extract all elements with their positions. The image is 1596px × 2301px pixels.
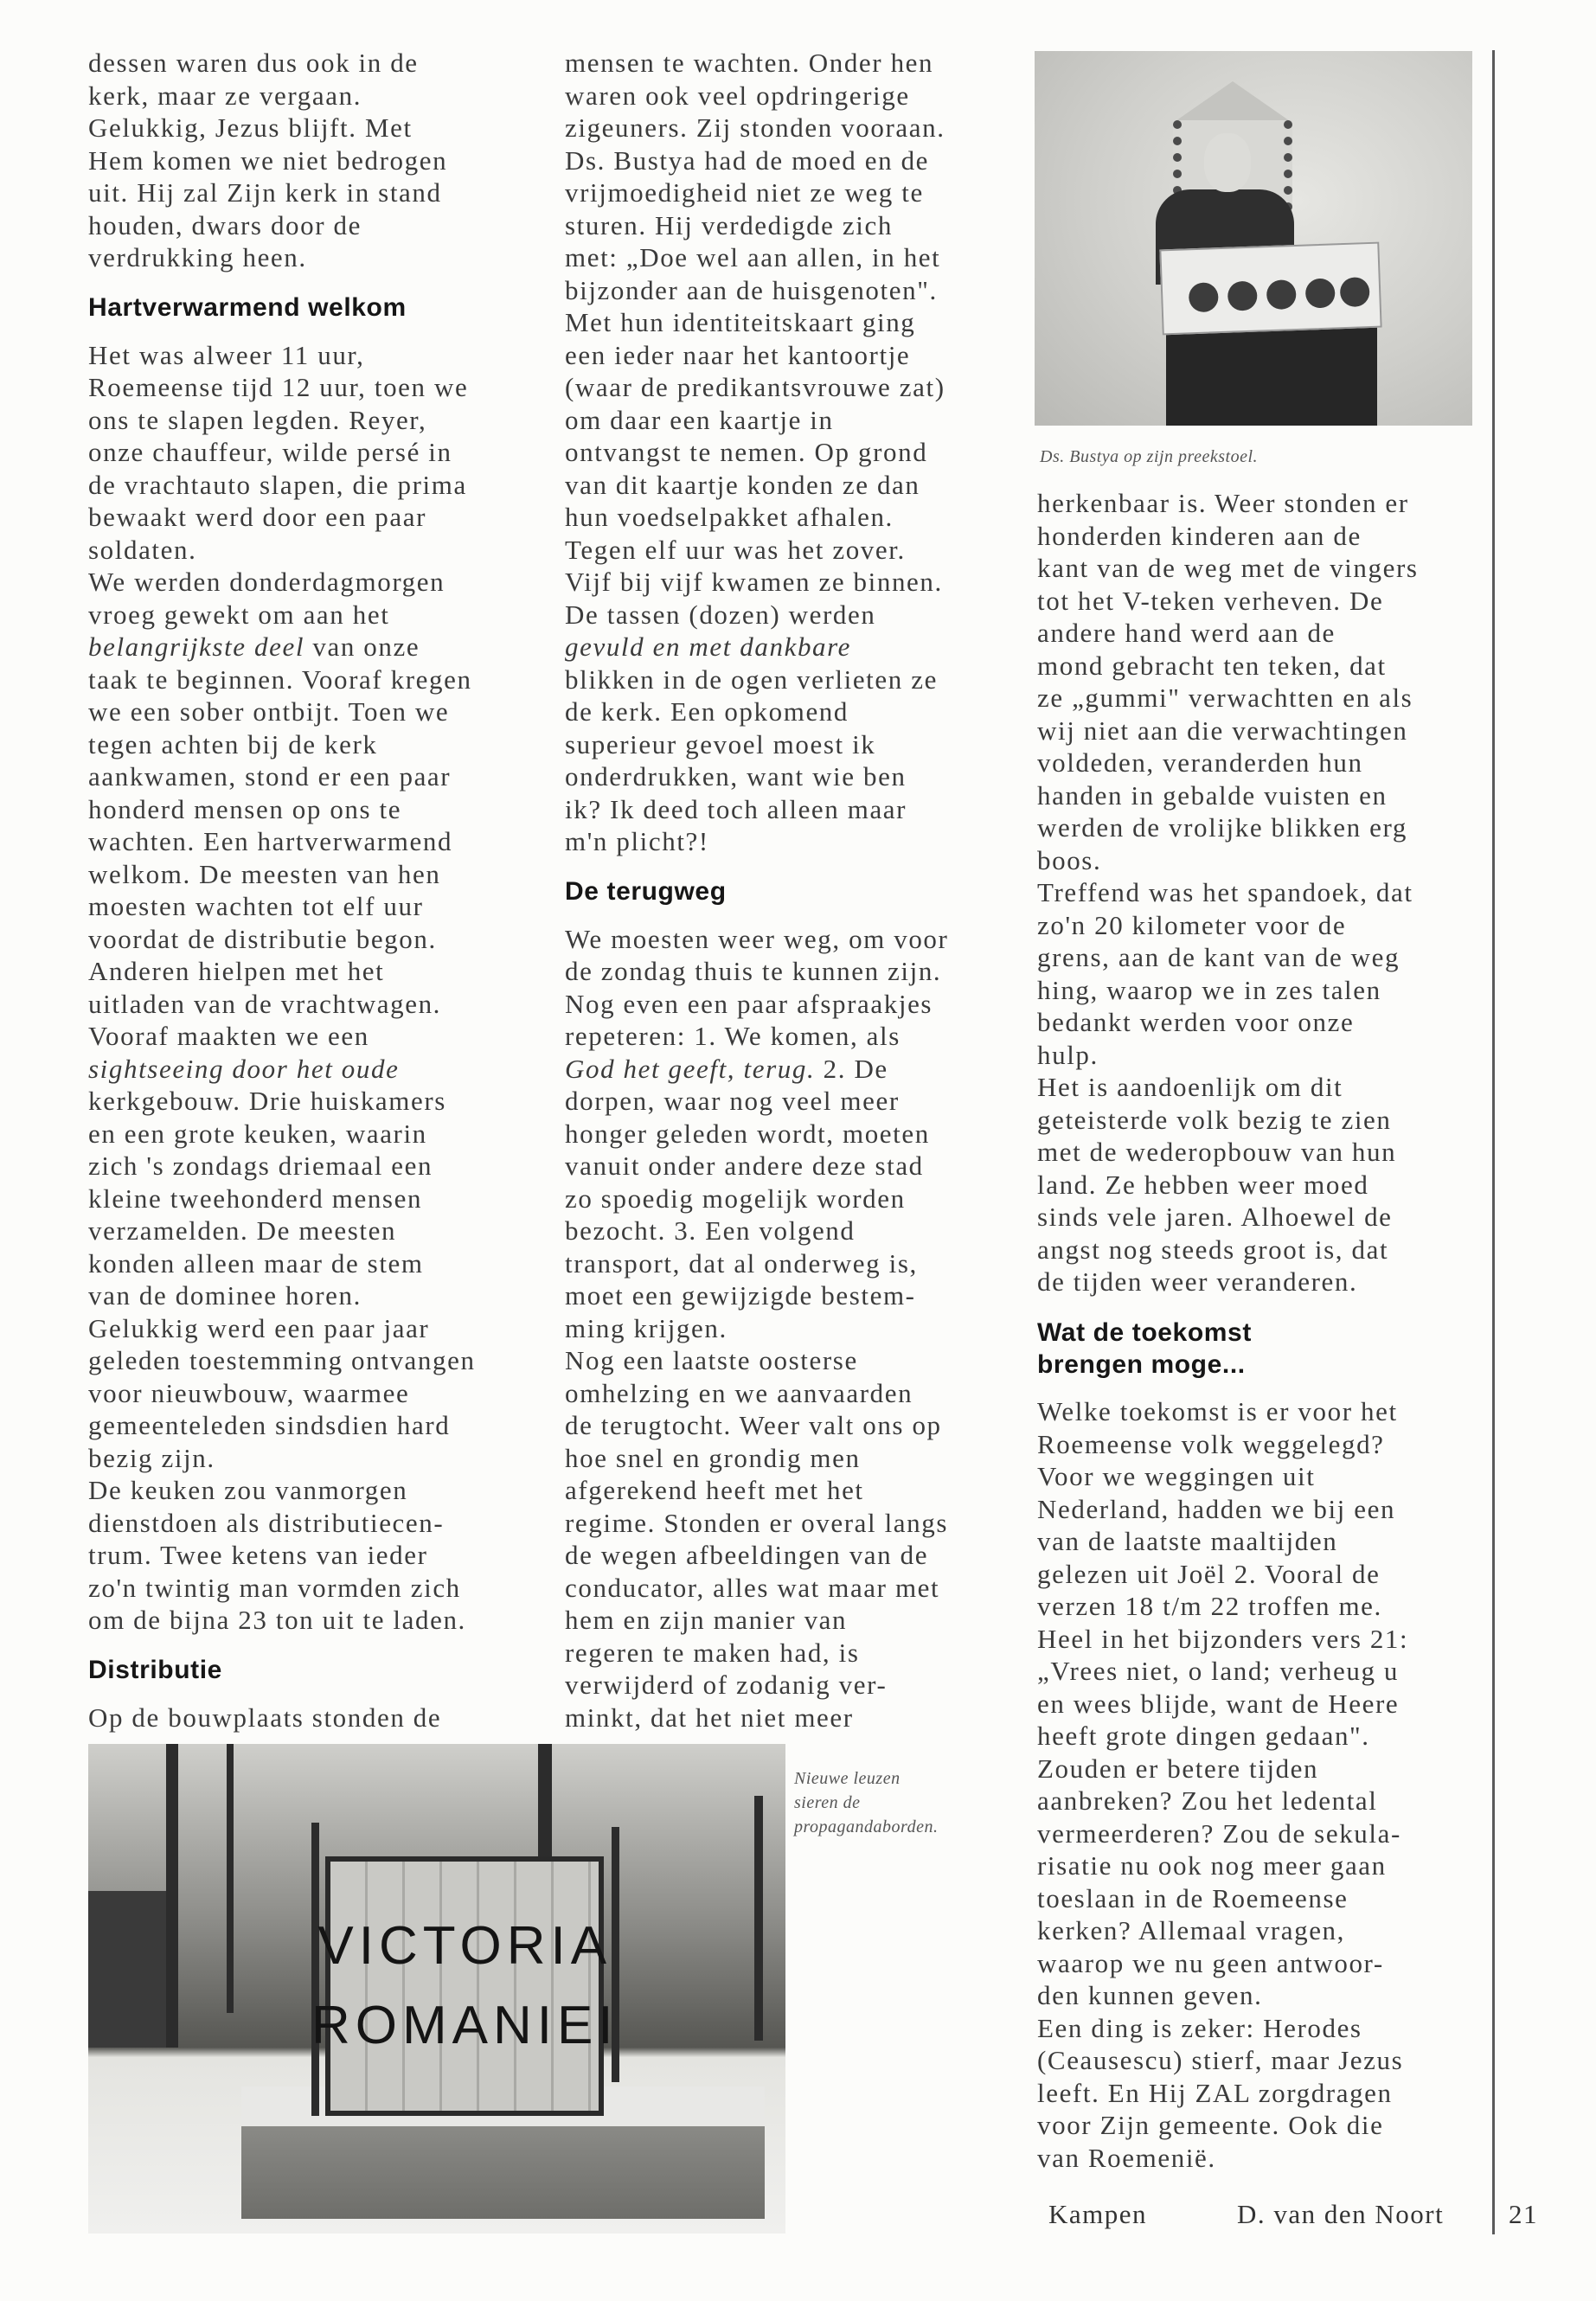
text-segment: van onze [304, 631, 420, 662]
text-line: ik? Ik deed toch alleen maar [565, 793, 907, 824]
text-line [88, 631, 476, 663]
text-line: kerken? Allemaal vragen, [1037, 1915, 1345, 1945]
text-line: de tijden weer veranderen. [1037, 1266, 1358, 1297]
text-line: zo spoedig mogelijk worden [565, 1183, 906, 1214]
italic-text: belangrijkste deel [88, 631, 305, 662]
sign-board [311, 1856, 619, 2116]
text-line: bedankt werden voor onze [1037, 1007, 1355, 1037]
text-line: De tassen (dozen) werden [565, 599, 876, 630]
text-line: bezig zijn. [88, 1442, 215, 1473]
text-line: de kerk. Een opkomend [565, 696, 849, 727]
text-line: Ds. Bustya had de moed en de [565, 144, 930, 176]
text-line: de terugtocht. Weer valt ons op [565, 1410, 942, 1440]
text-line: wachten. Een hartverwarmend [88, 826, 453, 856]
text-line: regime. Stonden er overal langs [565, 1507, 949, 1538]
text-line: toeslaan in de Roemeense [1037, 1882, 1349, 1913]
text-line: kant van de weg met de vingers [1037, 553, 1419, 583]
text-line: van dit kaartje konden ze dan [565, 469, 920, 500]
text-line: mensen te wachten. Onder hen [565, 48, 934, 78]
text-line: kleine tweehonderd mensen [88, 1183, 423, 1214]
text-line: hoe snel en grondig men [565, 1442, 861, 1473]
text-line: vroeg gewekt om aan het [88, 599, 390, 630]
text-line: Vooraf maakten we een [88, 1021, 369, 1051]
text-line: zigeuners. Zij stonden vooraan. [565, 112, 945, 143]
text-line: leeft. En Hij ZAL zorgdragen [1037, 2077, 1393, 2108]
text-line: herkenbaar is. Weer stonden er [1037, 488, 1409, 518]
text-line: dorpen, waar nog veel meer [565, 1086, 900, 1116]
caption-line: propagandaborden. [794, 1817, 939, 1836]
text-line: uitladen van de vrachtwagen. [88, 988, 442, 1019]
text-line: Gelukkig, Jezus blijft. Met [88, 112, 413, 143]
text-line: Heel in het bijzonders vers 21: [1037, 1623, 1409, 1654]
text-line: transport, dat al onderweg is, [565, 1247, 918, 1279]
pulpit [1166, 319, 1377, 426]
text-line: gemeenteleden sindsdien hard [88, 1410, 451, 1440]
text-line: werden de vrolijke blikken erg [1037, 812, 1407, 843]
section-heading [565, 858, 948, 923]
text-line: repeteren: 1. We komen, als [565, 1021, 901, 1051]
text-line: hing, waarop we in zes talen [1037, 974, 1381, 1005]
text-line: onze chauffeur, wilde persé in [88, 437, 452, 467]
page-number: 21 [1509, 2199, 1538, 2229]
photo-propaganda-sign [88, 1744, 785, 2234]
text-line: de vrachtauto slapen, die prima [88, 469, 467, 500]
text-line: verzen 18 t/m 22 troffen me. [1037, 1591, 1382, 1621]
photo-pastor-at-pulpit [1035, 51, 1472, 426]
text-line: een ieder naar het kantoortje [565, 339, 911, 370]
text-line: dienstdoen als distributiecen- [88, 1507, 445, 1538]
text-line: hem en zijn manier van [565, 1605, 848, 1635]
pastor-head [1204, 133, 1251, 192]
text-line: andere hand werd aan de [1037, 618, 1336, 648]
text-line: handen in gebalde vuisten en [1037, 779, 1388, 811]
text-line: bezocht. 3. Een volgend [565, 1215, 856, 1246]
section-heading [88, 274, 476, 339]
text-line: honger geleden wordt, moeten [565, 1118, 930, 1149]
text-line: hulp. [1037, 1039, 1099, 1070]
text-line: konden alleen maar de stem [88, 1247, 424, 1279]
text-line: tegen achten bij de kerk [88, 728, 378, 760]
text-line: Op de bouwplaats stonden de [88, 1702, 442, 1733]
text-line: zo'n twintig man vormden zich [88, 1572, 461, 1603]
section-heading-line: brengen moge... [1037, 1349, 1246, 1379]
text-line: bijzonder aan de huisgenoten". [565, 274, 938, 305]
column-1 [88, 47, 476, 1734]
sign-text-line-2: ROMANIEI [311, 1996, 619, 2056]
text-line: vanuit onder andere deze stad [565, 1150, 924, 1181]
text-line: ontvangst te nemen. Op grond [565, 437, 928, 467]
text-line: angst nog steeds groot is, dat [1037, 1234, 1389, 1265]
text-line: hun voedselpakket afhalen. [565, 502, 894, 532]
text-line: we een sober ontbijt. Toen we [88, 696, 450, 727]
text-line: Zouden er betere tijden [1037, 1753, 1319, 1784]
text-line: sinds vele jaren. Alhoewel de [1037, 1202, 1393, 1232]
text-line: voldeden, veranderden hun [1037, 747, 1363, 778]
italic-text: gevuld en met dankbare [565, 631, 852, 662]
text-line: Tegen elf uur was het zover. [565, 534, 906, 565]
text-line: Welke toekomst is er voor het [1037, 1396, 1398, 1426]
text-line: houden, dwars door de [88, 209, 362, 240]
section-heading-line: Hartverwarmend welkom [88, 293, 407, 322]
section-heading-line: Wat de toekomst [1037, 1317, 1252, 1347]
text-line: uit. Hij zal Zijn kerk in stand [88, 177, 442, 208]
text-line: afgerekend heeft met het [565, 1475, 864, 1505]
text-line: wij niet aan die verwachtingen [1037, 715, 1408, 746]
section-heading [1037, 1298, 1419, 1396]
text-line: zich 's zondags driemaal een [88, 1150, 433, 1181]
text-line: boos. [1037, 844, 1102, 875]
text-segment: 2. De [815, 1053, 888, 1084]
text-line: geleden toestemming ontvangen [88, 1345, 476, 1375]
text-line: Nederland, hadden we bij een [1037, 1493, 1396, 1524]
text-line: Vijf bij vijf kwamen ze binnen. [565, 567, 943, 597]
text-line: Het is aandoenlijk om dit [1037, 1072, 1343, 1102]
text-line: Hem komen we niet bedrogen [88, 144, 448, 176]
text-line: honderd mensen op ons te [88, 793, 402, 824]
text-line: sturen. Hij verdedigde zich [565, 209, 893, 240]
text-line: superieur gevoel moest ik [565, 728, 876, 760]
text-line: geteisterde volk bezig te zien [1037, 1104, 1392, 1135]
text-line: grens, aan de kant van de weg [1037, 942, 1401, 972]
text-line: gelezen uit Joël 2. Vooral de [1037, 1558, 1381, 1589]
sign-text-line-1: VICTORIA [317, 1916, 612, 1977]
photo-caption-sign [794, 1766, 938, 1839]
column-rule [1492, 50, 1495, 2234]
text-line: conducator, alles wat maar met [565, 1572, 940, 1603]
text-line: aanbreken? Zou het ledental [1037, 1785, 1378, 1816]
text-line: met de wederopbouw van hun [1037, 1137, 1397, 1167]
column-3 [1037, 487, 1419, 2174]
section-heading-line: Distributie [88, 1656, 222, 1684]
text-line: m'n plicht?! [565, 826, 709, 856]
photo-caption-pulpit: Ds. Bustya op zijn preekstoel. [1040, 447, 1259, 466]
text-line: om de bijna 23 ton uit te laden. [88, 1605, 466, 1635]
text-line: We moesten weer weg, om voor [565, 923, 949, 954]
text-line: vrijmoedigheid niet ze weg te [565, 177, 924, 208]
text-line: van de laatste maaltijden [1037, 1526, 1338, 1556]
text-line: De keuken zou vanmorgen [88, 1475, 408, 1505]
text-line: „Vrees niet, o land; verheug u [1037, 1656, 1400, 1686]
text-line: land. Ze hebben weer moed [1037, 1169, 1369, 1200]
text-line: moesten wachten tot elf uur [88, 891, 424, 921]
text-line: verzamelden. De meesten [88, 1215, 397, 1246]
section-heading [88, 1637, 476, 1702]
text-line: voor nieuwbouw, waarmee [88, 1377, 410, 1408]
text-line: tot het V-teken verheven. De [1037, 585, 1384, 616]
text-line: Treffend was het spandoek, dat [1037, 877, 1413, 907]
embroidered-cloth [1159, 242, 1381, 336]
footer-author: D. van den Noort [1237, 2199, 1445, 2229]
text-line: welkom. De meesten van hen [88, 858, 441, 889]
text-line: Met hun identiteitskaart ging [565, 307, 916, 337]
text-line: de zondag thuis te kunnen zijn. [565, 956, 942, 986]
text-line: verwijderd of zodanig ver- [565, 1670, 888, 1700]
text-line: waren ook veel opdringerige [565, 80, 910, 111]
text-line: Een ding is zeker: Herodes [1037, 2012, 1362, 2043]
text-line: Anderen hielpen met het [88, 956, 385, 986]
text-line: (Ceausescu) stierf, maar Jezus [1037, 2045, 1404, 2075]
caption-line: sieren de [794, 1793, 861, 1812]
text-line: soldaten. [88, 534, 197, 565]
italic-text: God het geeft, terug. [565, 1053, 816, 1084]
text-line: minkt, dat het niet meer [565, 1702, 854, 1733]
footer-place: Kampen [1048, 2199, 1148, 2229]
text-line: trum. Twee ketens van ieder [88, 1540, 428, 1570]
caption-line: Nieuwe leuzen [794, 1769, 901, 1788]
text-line: Voor we weggingen uit [1037, 1461, 1316, 1491]
text-line: taak te beginnen. Vooraf kregen [88, 663, 472, 695]
text-line: de wegen afbeeldingen van de [565, 1540, 929, 1570]
text-line: Gelukkig werd een paar jaar [88, 1312, 430, 1343]
text-line: den kunnen geven. [1037, 1980, 1263, 2010]
text-line: moet een gewijzigde bestem- [565, 1280, 916, 1311]
text-line: van de dominee horen. [88, 1280, 362, 1311]
text-line: risatie nu ook nog meer gaan [1037, 1850, 1387, 1881]
text-line: ming krijgen. [565, 1312, 727, 1343]
text-line: kerkgebouw. Drie huiskamers [88, 1086, 446, 1116]
column-2 [565, 47, 948, 1734]
wall-banner-top [1173, 81, 1292, 123]
text-line: voordat de distributie begon. [88, 923, 437, 954]
text-line: verdrukking heen. [88, 242, 307, 272]
text-line: mond gebracht ten teken, dat [1037, 650, 1387, 681]
text-line: van Roemenië. [1037, 2142, 1216, 2173]
text-line: en wees blijde, want de Heere [1037, 1688, 1400, 1719]
text-line: ze „gummi" verwachtten en als [1037, 683, 1413, 713]
text-line: aankwamen, stond er een paar [88, 761, 452, 792]
text-line: Nog een laatste oosterse [565, 1345, 858, 1375]
text-line: vermeerderen? Zou de sekula- [1037, 1817, 1401, 1849]
text-line: heeft grote dingen gedaan". [1037, 1721, 1370, 1751]
text-line: voor Zijn gemeente. Ook die [1037, 2110, 1384, 2140]
italic-text: sightseeing door het oude [88, 1053, 400, 1084]
text-line: Het was alweer 11 uur, [88, 339, 365, 370]
text-line [565, 631, 948, 663]
text-line [565, 1053, 948, 1086]
text-line: kerk, maar ze vergaan. [88, 80, 362, 111]
text-line: met: „Doe wel aan allen, in het [565, 242, 941, 272]
text-line: honderden kinderen aan de [1037, 520, 1362, 551]
text-line: zo'n 20 kilometer voor de [1037, 909, 1347, 940]
text-line: dessen waren dus ook in de [88, 48, 419, 78]
text-line: omhelzing en we aanvaarden [565, 1377, 913, 1408]
section-heading-line: De terugweg [565, 877, 727, 906]
text-line: (waar de predikantsvrouwe zat) [565, 372, 945, 402]
text-line: onderdrukken, want wie ben [565, 761, 907, 792]
text-line: bewaakt werd door een paar [88, 502, 427, 532]
text-line: ons te slapen legden. Reyer, [88, 404, 427, 435]
text-line: Nog even een paar afspraakjes [565, 988, 933, 1019]
text-line: We werden donderdagmorgen [88, 567, 445, 597]
text-line: regeren te maken had, is [565, 1637, 860, 1668]
text-line: Roemeense volk weggelegd? [1037, 1428, 1385, 1459]
text-line [88, 1053, 476, 1086]
text-line: waarop we nu geen antwoor- [1037, 1947, 1384, 1978]
text-line: en een grote keuken, waarin [88, 1118, 427, 1149]
text-line: om daar een kaartje in [565, 404, 834, 435]
text-line: Roemeense tijd 12 uur, toen we [88, 372, 469, 402]
text-line: blikken in de ogen verlieten ze [565, 663, 938, 695]
